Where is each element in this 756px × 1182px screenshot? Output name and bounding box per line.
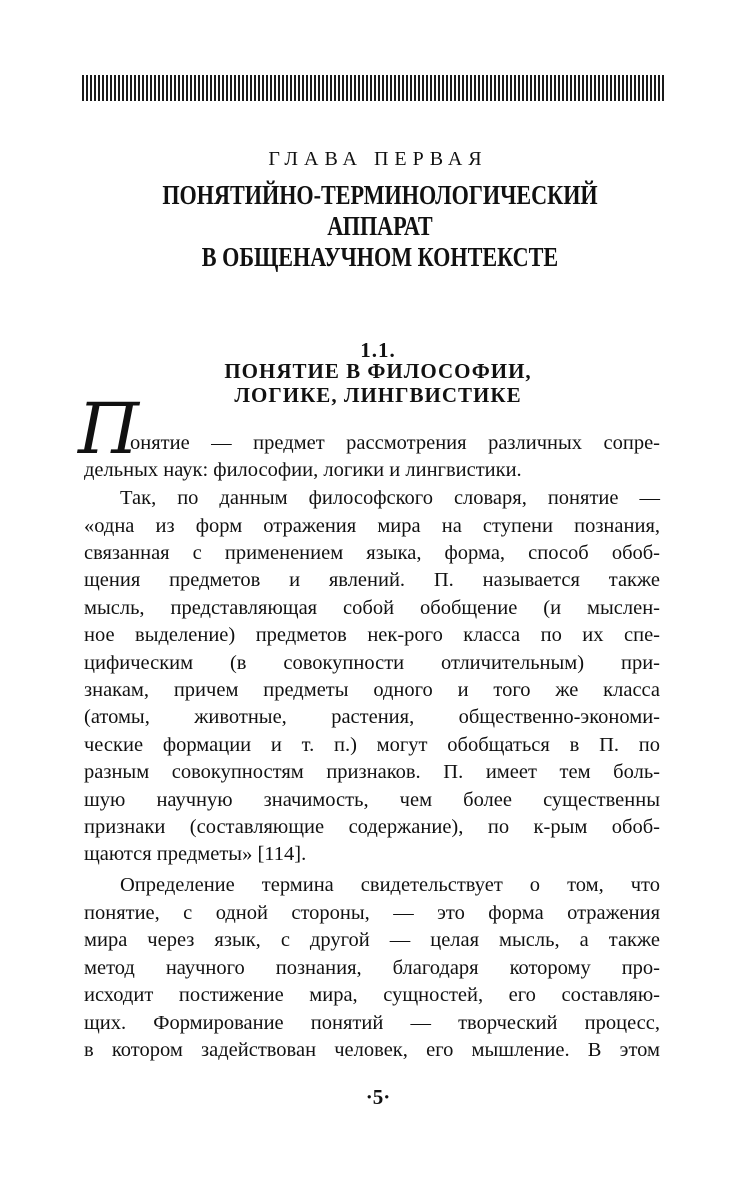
- text-line: разным совокупностям признаков. П. имеет тем боль-: [84, 761, 660, 783]
- text-line: знакам, причем предметы одного и того же класса: [84, 679, 660, 701]
- text-line: Так, по данным философского словаря, понятие —: [120, 487, 660, 509]
- text-line: связанная с применением языка, форма, способ обоб-: [84, 542, 660, 564]
- chapter-title: [134, 180, 626, 273]
- page-number: ·5·: [365, 1085, 391, 1109]
- section-title-line: ЛОГИКЕ, ЛИНГВИСТИКЕ: [234, 383, 522, 407]
- section-number: 1.1.: [360, 338, 396, 362]
- text-line: Определение термина свидетельствует о том, что: [120, 874, 660, 896]
- drop-cap: П: [78, 388, 140, 470]
- text-line: щих. Формирование понятий — творческий процесс,: [84, 1012, 660, 1034]
- text-line: шую научную значимость, чем более существенны: [84, 789, 660, 811]
- section-title-line: ПОНЯТИЕ В ФИЛОСОФИИ,: [224, 359, 532, 383]
- text-line: признаки (составляющие содержание), по к-рым обоб-: [84, 816, 660, 838]
- text-line: онятие — предмет рассмотрения различных сопре-: [130, 432, 660, 454]
- text-line: ческие формации и т. п.) могут обобщаться в П. по: [84, 734, 660, 756]
- text-line: мысль, представляющая собой обобщение (и мыслен-: [84, 597, 660, 619]
- text-line: цифическим (в совокупности отличительным) при-: [84, 652, 660, 674]
- chapter-label: ГЛАВА ПЕРВАЯ: [268, 148, 488, 170]
- text-line: ное выделение) предметов нек-рого класса по их спе-: [84, 624, 660, 646]
- text-line: понятие, с одной стороны, — это форма отражения: [84, 902, 660, 924]
- text-line: «одна из форм отражения мира на ступени познания,: [84, 515, 660, 537]
- text-line: исходит постижение мира, сущностей, его составляю-: [84, 984, 660, 1006]
- chapter-title-line: ПОНЯТИЙНО-ТЕРМИНОЛОГИЧЕСКИЙ: [162, 180, 598, 210]
- text-line: мира через язык, с другой — целая мысль, а также: [84, 929, 660, 951]
- text-line: (атомы, животные, растения, общественно-экономи-: [84, 706, 660, 728]
- text-line: щения предметов и явлений. П. называется также: [84, 569, 660, 591]
- chapter-title-line: В ОБЩЕНАУЧНОМ КОНТЕКСТЕ: [201, 242, 559, 272]
- text-line: дельных наук: философии, логики и лингвистики.: [84, 459, 522, 481]
- chapter-title-line: АППАРАТ: [327, 211, 433, 241]
- text-line: щаются предметы» [114].: [84, 843, 307, 865]
- header-ornament: [82, 75, 666, 101]
- text-line: метод научного познания, благодаря которому про-: [84, 957, 660, 979]
- text-line: в котором задействован человек, его мышление. В этом: [84, 1039, 660, 1061]
